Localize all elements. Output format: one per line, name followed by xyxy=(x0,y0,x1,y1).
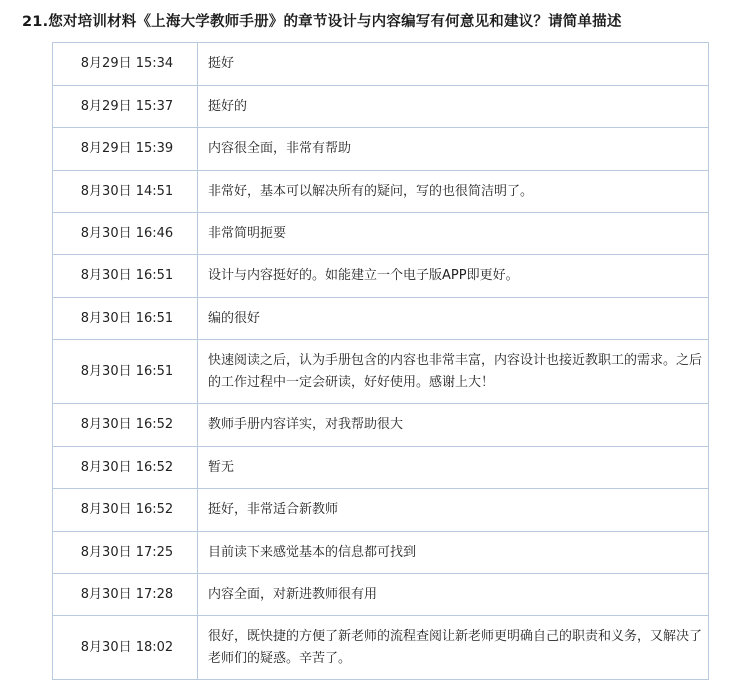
answer-text: 挺好 xyxy=(198,43,709,85)
table-row xyxy=(53,85,708,127)
answer-timestamp: 8月30日 18:02 xyxy=(53,616,198,680)
table-row xyxy=(53,43,708,85)
table-row xyxy=(53,340,708,404)
answer-timestamp: 8月30日 16:52 xyxy=(53,404,198,446)
table-row xyxy=(53,573,708,615)
answer-text: 内容全面，对新进教师很有用 xyxy=(198,573,709,615)
answer-text: 编的很好 xyxy=(198,297,709,339)
answer-timestamp: 8月30日 16:46 xyxy=(53,213,198,255)
answer-timestamp: 8月30日 16:51 xyxy=(53,297,198,339)
table-row xyxy=(53,213,708,255)
table-row xyxy=(53,531,708,573)
answer-text: 设计与内容挺好的。如能建立一个电子版APP即更好。 xyxy=(198,255,709,297)
answer-timestamp: 8月30日 14:51 xyxy=(53,170,198,212)
answer-timestamp: 8月30日 16:52 xyxy=(53,446,198,488)
table-row xyxy=(53,128,708,170)
answer-text: 非常好，基本可以解决所有的疑问，写的也很简洁明了。 xyxy=(198,170,709,212)
page-right-margin xyxy=(737,0,747,601)
table-row xyxy=(53,297,708,339)
answers-table-container xyxy=(52,42,709,680)
answer-timestamp: 8月30日 16:52 xyxy=(53,489,198,531)
answer-timestamp: 8月30日 17:25 xyxy=(53,531,198,573)
answer-text: 挺好，非常适合新教师 xyxy=(198,489,709,531)
answer-text: 很好，既快捷的方便了新老师的流程查阅让新老师更明确自己的职责和义务，又解决了老师们的疑惑。辛苦了。 xyxy=(198,616,709,680)
answers-table-body xyxy=(53,43,708,680)
answers-table xyxy=(53,43,708,680)
answer-timestamp: 8月29日 15:39 xyxy=(53,128,198,170)
table-row xyxy=(53,255,708,297)
answer-timestamp: 8月30日 16:51 xyxy=(53,340,198,404)
page-title: 21.您对培训材料《上海大学教师手册》的章节设计与内容编写有何意见和建议？请简单描述 xyxy=(22,14,622,30)
answer-timestamp: 8月29日 15:37 xyxy=(53,85,198,127)
answer-text: 暂无 xyxy=(198,446,709,488)
answer-text: 挺好的 xyxy=(198,85,709,127)
table-row xyxy=(53,616,708,680)
table-row xyxy=(53,170,708,212)
table-row xyxy=(53,404,708,446)
answer-text: 目前读下来感觉基本的信息都可找到 xyxy=(198,531,709,573)
answer-text: 快速阅读之后，认为手册包含的内容也非常丰富，内容设计也接近教职工的需求。之后的工作过程中一定会研读，好好使用。感谢上大！ xyxy=(198,340,709,404)
answer-text: 内容很全面，非常有帮助 xyxy=(198,128,709,170)
table-row xyxy=(53,446,708,488)
table-row xyxy=(53,489,708,531)
answer-timestamp: 8月29日 15:34 xyxy=(53,43,198,85)
answer-timestamp: 8月30日 16:51 xyxy=(53,255,198,297)
answer-text: 教师手册内容详实，对我帮助很大 xyxy=(198,404,709,446)
answer-text: 非常简明扼要 xyxy=(198,213,709,255)
answer-timestamp: 8月30日 17:28 xyxy=(53,573,198,615)
